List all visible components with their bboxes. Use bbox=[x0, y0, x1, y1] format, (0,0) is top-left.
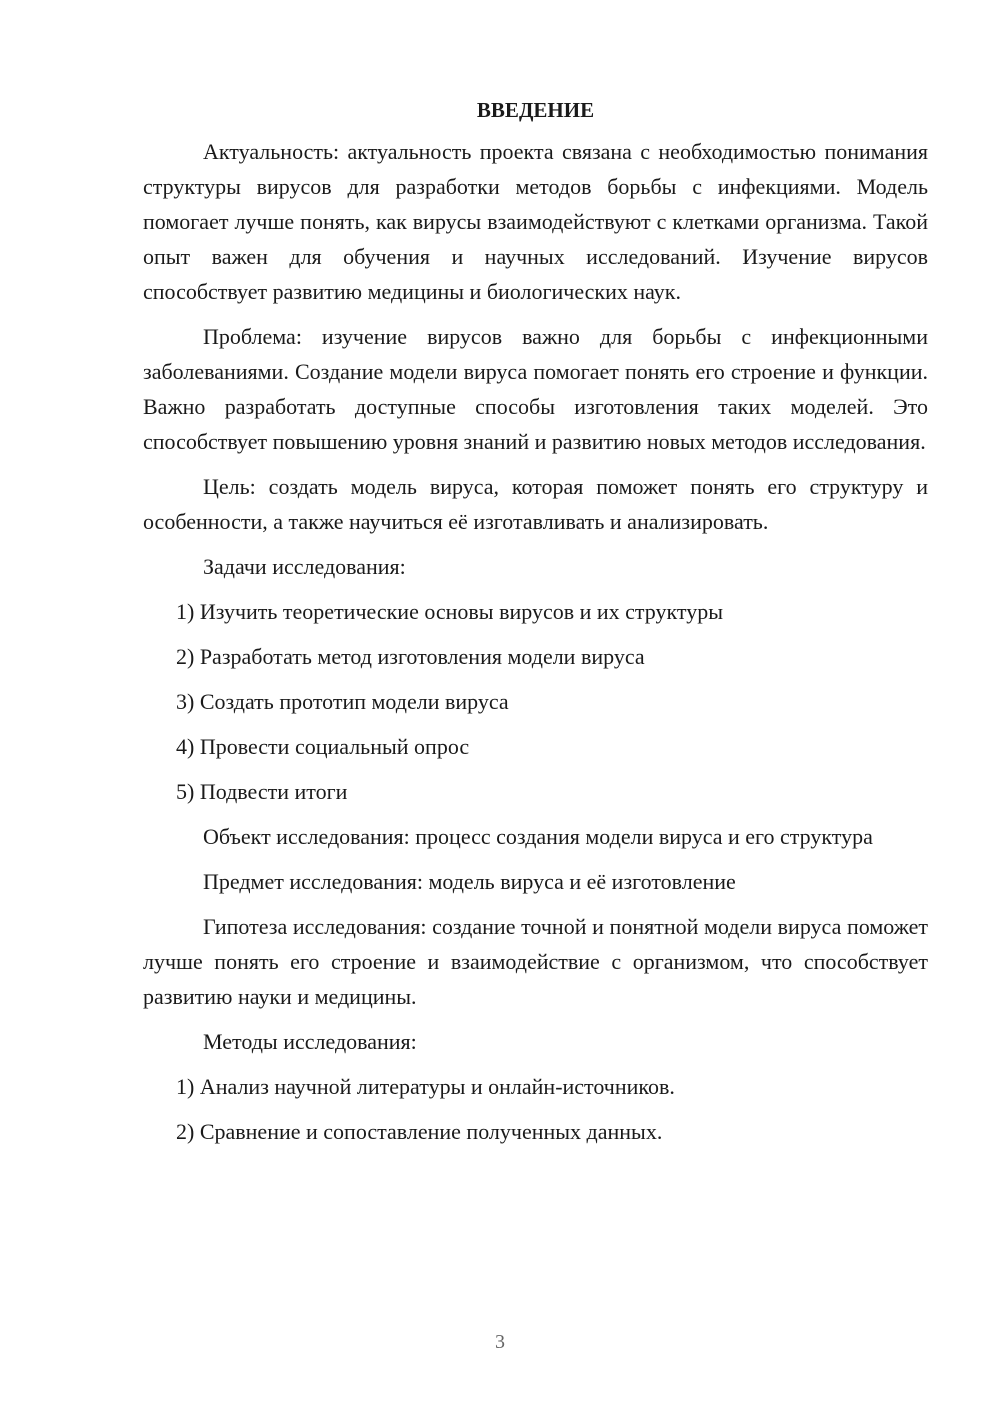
relevance-paragraph: Актуальность: актуальность проекта связана с необходимостью понимания структуры вирусов для разработки методов борьбы с инфекциями. Модель помогает лучше понять, как вирусы взаимодействуют с клетками организма. Такой опыт важен для обучения и научных исследований. Изучение вирусов способствует развитию медицины и биологических наук. bbox=[143, 139, 928, 304]
task-item: 4) Провести социальный опрос bbox=[176, 734, 470, 759]
object-paragraph: Объект исследования: процесс создания модели вируса и его структура bbox=[203, 824, 873, 849]
task-item: 1) Изучить теоретические основы вирусов и их структуры bbox=[176, 599, 724, 624]
method-item: 2) Сравнение и сопоставление полученных данных. bbox=[176, 1119, 663, 1144]
method-item: 1) Анализ научной литературы и онлайн-источников. bbox=[176, 1074, 675, 1099]
problem-paragraph: Проблема: изучение вирусов важно для борьбы с инфекционными заболеваниями. Создание модели вируса помогает понять его строение и функции. Важно разработать доступные способы изготовления таких моделей. Это способствует повышению уровня знаний и развитию новых методов исследования. bbox=[143, 324, 928, 454]
page-number: 3 bbox=[495, 1331, 505, 1353]
hypothesis-paragraph: Гипотеза исследования: создание точной и понятной модели вируса поможет лучше понять его строение и взаимодействие с организмом, что способствует развитию науки и медицины. bbox=[143, 914, 928, 1009]
methods-heading: Методы исследования: bbox=[203, 1029, 417, 1054]
task-item: 5) Подвести итоги bbox=[176, 779, 348, 804]
section-title: ВВЕДЕНИЕ bbox=[476, 98, 595, 122]
goal-paragraph: Цель: создать модель вируса, которая поможет понять его структуру и особенности, а также научиться её изготавливать и анализировать. bbox=[143, 474, 928, 534]
task-item: 2) Разработать метод изготовления модели вируса bbox=[176, 644, 645, 669]
task-item: 3) Создать прототип модели вируса bbox=[176, 689, 509, 714]
page-content bbox=[143, 92, 928, 1159]
subject-paragraph: Предмет исследования: модель вируса и её изготовление bbox=[203, 869, 736, 894]
tasks-heading: Задачи исследования: bbox=[203, 554, 406, 579]
